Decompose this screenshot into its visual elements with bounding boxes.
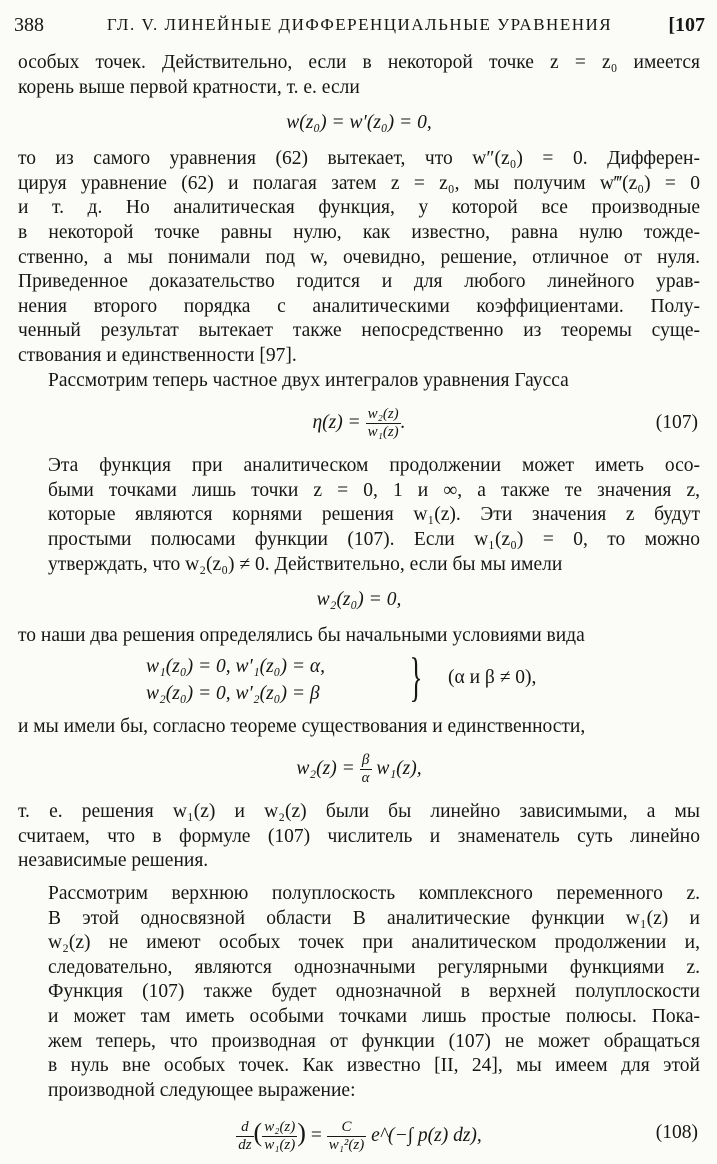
d-denominator: dz [238, 1137, 252, 1154]
equals-sign: = [310, 1125, 322, 1147]
text-line: в нуль вне особых точек. Как известно [II, 24], мы имеем для этой [48, 1055, 700, 1077]
system-row-1: w₁(z₀) = 0, w′₁(z₀) = α, [146, 655, 325, 677]
d-numerator: d [236, 1119, 253, 1137]
text-line: цируя уравнение (62) и полагая затем z = z₀, мы получим w‴(z₀) = 0 [18, 172, 700, 194]
ratio-rhs: w₁(z), [376, 758, 422, 780]
equation-w-zero: w(z₀) = w′(z₀) = 0, [286, 112, 432, 134]
paragraph-7 [18, 800, 700, 874]
equation-107 [18, 399, 700, 447]
eq108-c-fraction [327, 1119, 367, 1154]
eq107-tail: . [400, 412, 406, 434]
text-line: w₂(z) не имеют особых точек при аналитическом продолжении и, [48, 932, 700, 954]
page-number: 388 [14, 14, 44, 36]
text-line: считаем, что в формуле (107) числитель и знаменатель суть линейно [18, 825, 700, 847]
text-line: и мы имели бы, согласно теореме существования и единственности, [18, 715, 586, 737]
body-text [18, 51, 700, 1164]
system-condition: (α и β ≠ 0), [448, 666, 537, 688]
text-line: Приведенное доказательство годится и для любого линейного урав- [18, 271, 700, 293]
equation-w2-zero: w₂(z₀) = 0, [316, 589, 402, 611]
left-paren: ( [253, 1118, 263, 1148]
text-line: которые являются корнями решения w₁(z). Эти значения z будут [48, 504, 700, 526]
right-brace: } [409, 646, 423, 707]
exponential-factor: e^(−∫ p(z) dz), [371, 1125, 482, 1147]
right-paren: ) [297, 1118, 306, 1148]
text-line: нения второго порядка с аналитическими коэффициентами. Полу- [18, 295, 700, 317]
text-line: т. е. решения w₁(z) и w₂(z) были бы линейно зависимыми, а мы [18, 801, 700, 823]
text-line: ченный результат вытекает также непосредственно из теоремы суще- [18, 320, 700, 342]
text-line: жем теперь, что производная от функции (107) не может обращаться [48, 1030, 700, 1052]
text-line: быми точками лишь точки z = 0, 1 и ∞, а также те значения z, [48, 479, 700, 501]
equation-ratio [18, 745, 700, 793]
paragraph-6 [18, 715, 700, 740]
eq107-fraction [366, 406, 401, 441]
eq107-numerator: w₂(z) [367, 406, 399, 423]
ratio-fraction [360, 752, 372, 787]
ratio-denominator: α [361, 770, 370, 787]
eq108-inner-fraction [262, 1119, 297, 1154]
eq107-lhs: η(z) = [312, 412, 361, 434]
text-line: то наши два решения определялись бы начальными условиями вида [18, 625, 585, 647]
text-line: ствования и единственности [97]. [18, 344, 297, 366]
c-denominator: w₁²(z) [328, 1137, 365, 1154]
text-line: особых точек. Действительно, если в некоторой точке z = z₀ имеется [18, 52, 700, 73]
paragraph-8 [18, 882, 700, 1103]
inner-denominator: w₁(z) [264, 1137, 296, 1154]
initial-conditions-system [18, 646, 700, 709]
paragraph-4 [18, 454, 700, 577]
text-line: Функция (107) также будет однозначной в верхней полуплоскости [48, 981, 700, 1003]
text-line: корень выше первой кратности, т. е. если [18, 76, 360, 98]
ratio-numerator: β [360, 752, 372, 770]
c-numerator: C [327, 1119, 367, 1137]
text-line: и т. д. Но аналитическая функция, у которой все производные [18, 197, 700, 219]
text-line: Эта функция при аналитическом продолжении может иметь осо- [48, 455, 700, 477]
system-rows [146, 653, 325, 707]
running-head [14, 10, 705, 40]
paragraph-3 [18, 369, 700, 394]
text-line: и может там иметь особыми точками лишь простые полюсы. Пока- [48, 1006, 700, 1028]
text-line: В этой односвязной области B аналитические функции w₁(z) и [48, 907, 700, 929]
text-line: производной следующее выражение: [48, 1079, 356, 1101]
ratio-lhs: w₂(z) = [296, 758, 355, 780]
text-line: ственно, а мы понимали под w, очевидно, решение, отличное от нуля. [18, 246, 700, 268]
text-line: Рассмотрим теперь частное двух интегралов уравнения Гаусса [48, 369, 569, 391]
text-line: простыми полюсами функции (107). Если w₁(z₀) = 0, то можно [48, 528, 700, 550]
paragraph-5 [18, 624, 700, 649]
text-line: то из самого уравнения (62) вытекает, что w″(z₀) = 0. Дифферен- [18, 148, 700, 170]
system-row-2: w₂(z₀) = 0, w′₂(z₀) = β [146, 682, 320, 704]
section-marker: [107 [668, 14, 705, 36]
text-line: следовательно, являются однозначными регулярными функциями z. [48, 956, 700, 978]
chapter-title: ГЛ. V. ЛИНЕЙНЫЕ ДИФФЕРЕНЦИАЛЬНЫЕ УРАВНЕНИЯ [106, 15, 613, 34]
text-line: Рассмотрим верхнюю полуплоскость комплексного переменного z. [48, 883, 700, 905]
equation-108 [18, 1109, 700, 1157]
equation-number-107: (107) [655, 412, 698, 434]
text-line: в некоторой точке равны нулю, как известно, равна нулю тожде- [18, 221, 700, 243]
inner-numerator: w₂(z) [264, 1119, 296, 1136]
equation-number-108: (108) [655, 1122, 698, 1144]
text-line: утверждать, что w₂(z₀) ≠ 0. Действительно, если бы мы имели [48, 553, 563, 575]
paragraph-1 [18, 51, 700, 100]
paragraph-2 [18, 147, 700, 368]
text-line: независимые решения. [18, 850, 209, 872]
eq107-denominator: w₁(z) [367, 424, 399, 441]
derivative-operator [236, 1119, 253, 1154]
